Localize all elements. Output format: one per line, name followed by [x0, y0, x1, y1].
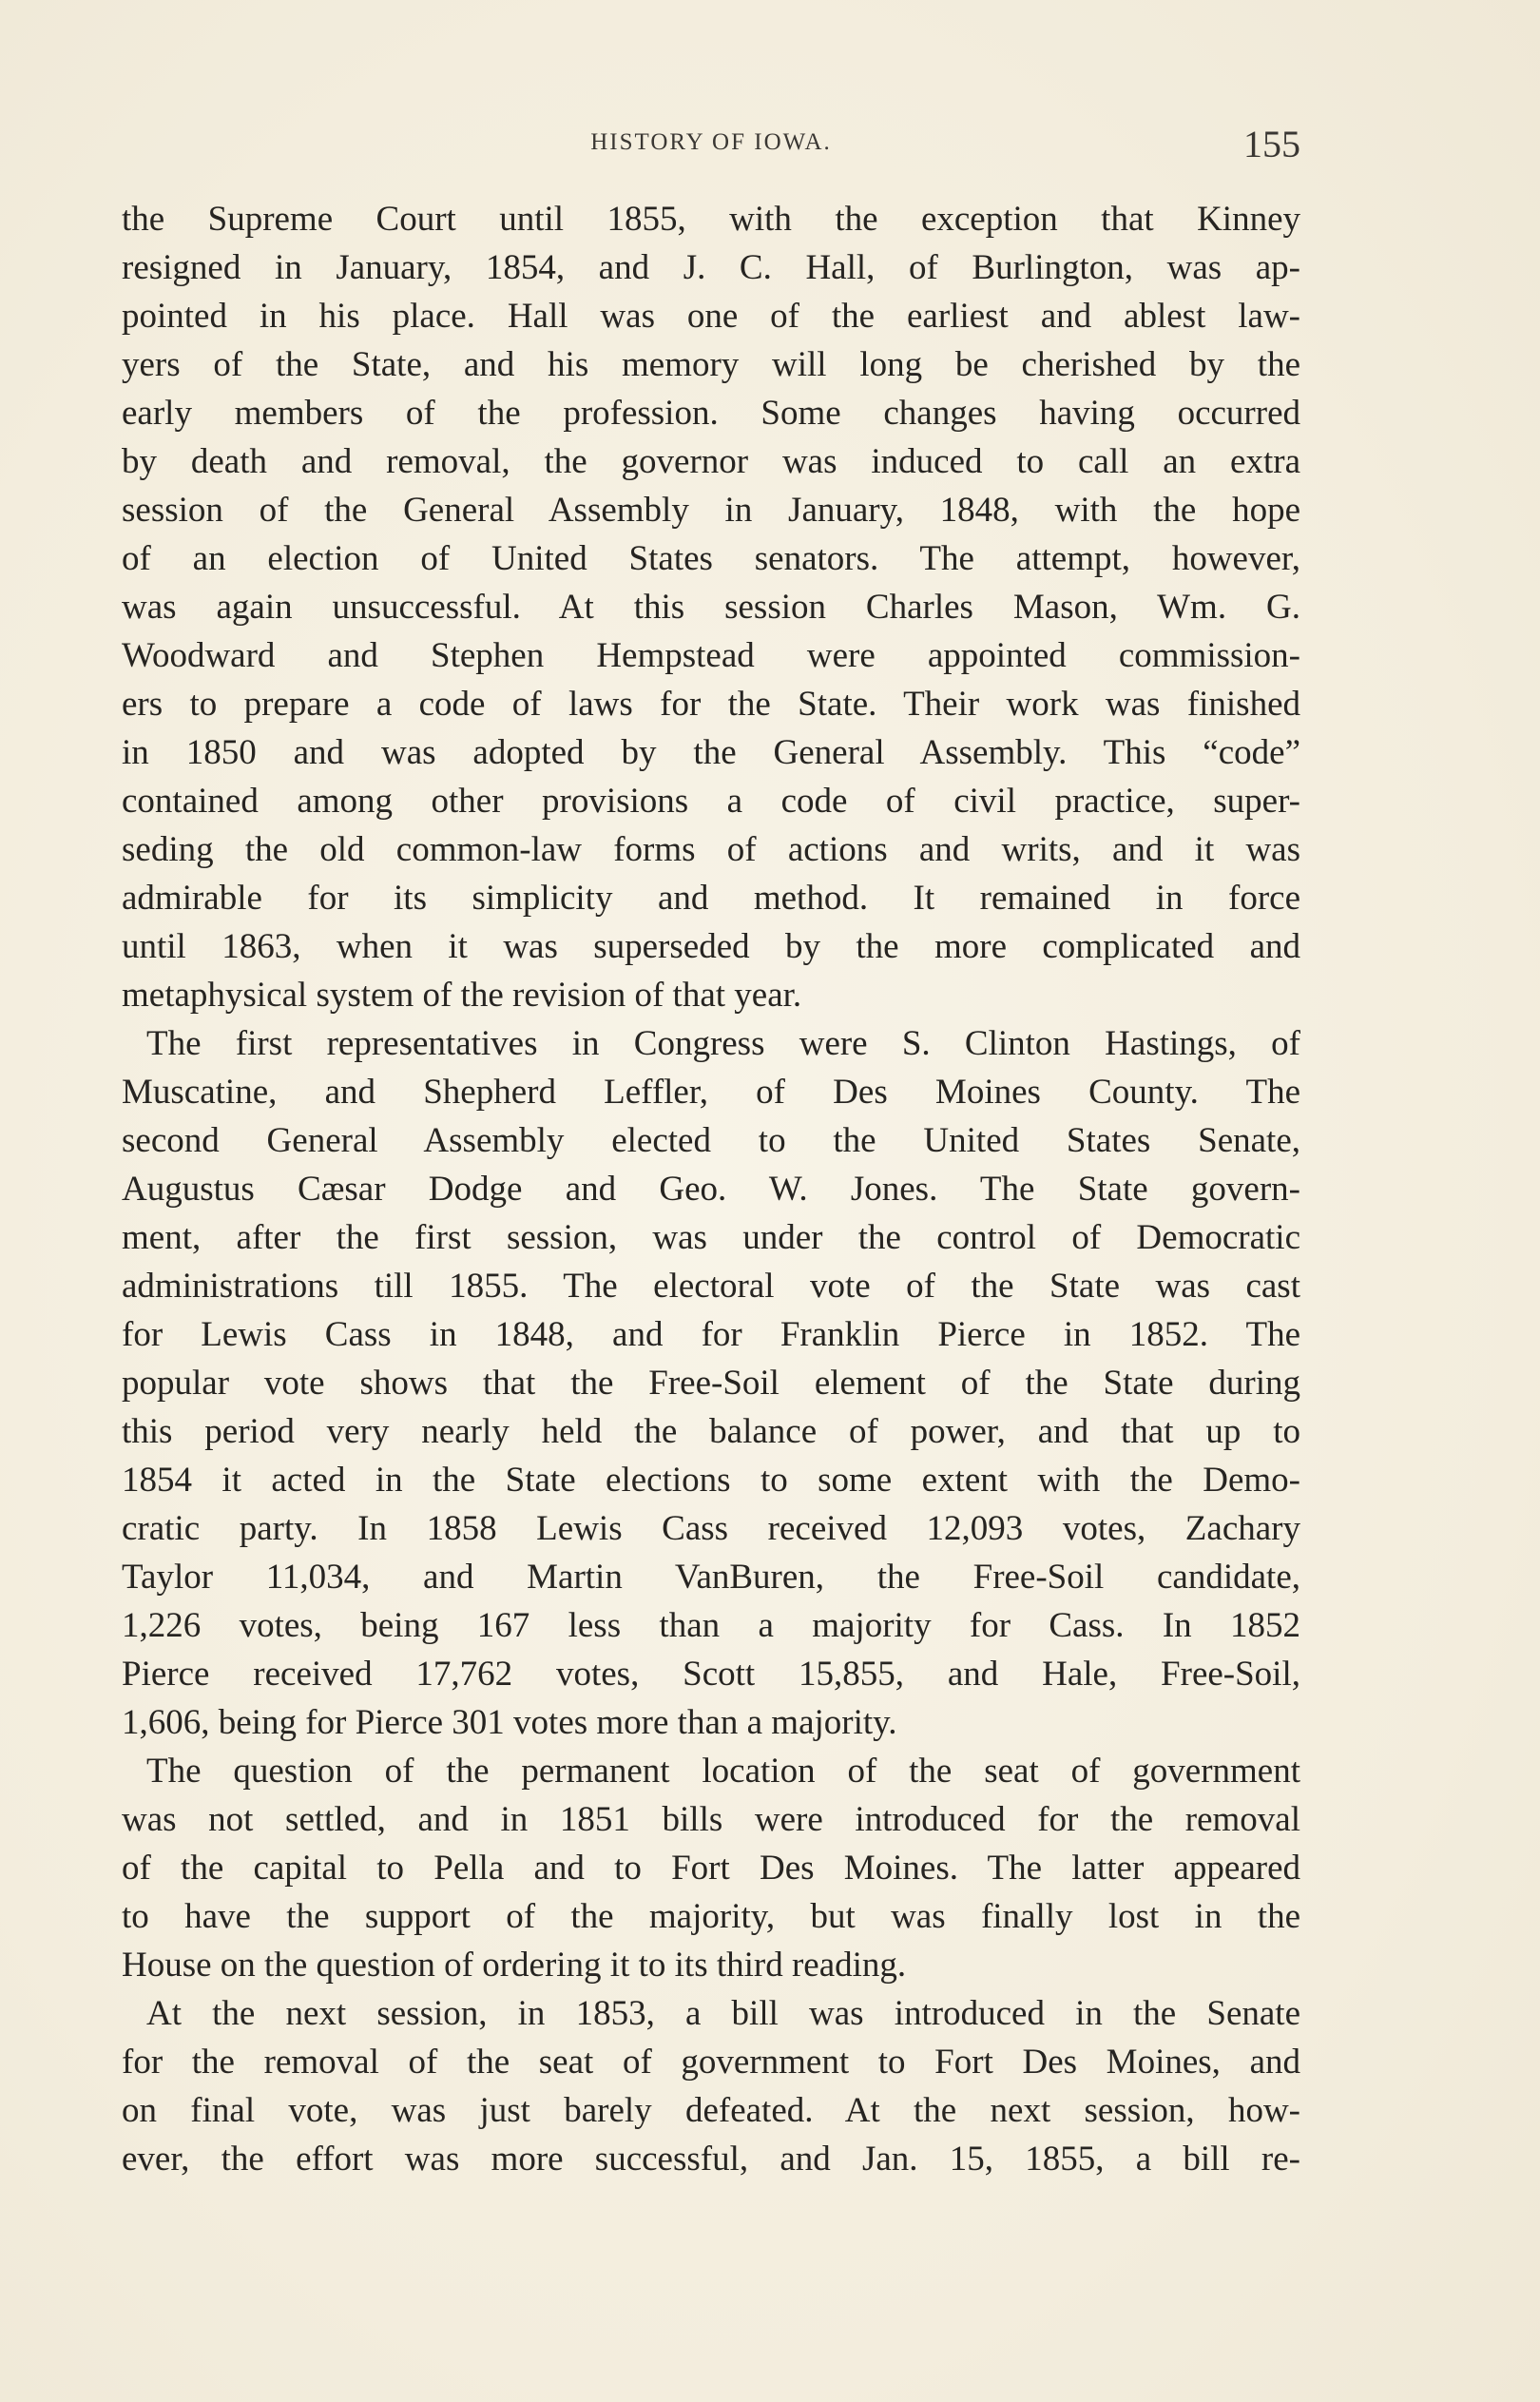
- text-line: 1,606, being for Pierce 301 votes more than a majority.: [122, 1703, 897, 1742]
- running-title: HISTORY OF IOWA.: [590, 129, 832, 155]
- text-line: The question of the permanent location of the seat of government: [146, 1752, 1300, 1791]
- text-line: for Lewis Cass in 1848, and for Franklin Pierce in 1852. The: [122, 1315, 1300, 1354]
- text-line: Augustus Cæsar Dodge and Geo. W. Jones. The State govern-: [122, 1170, 1300, 1209]
- text-line: the Supreme Court until 1855, with the exception that Kinney: [122, 200, 1300, 239]
- text-line: Pierce received 17,762 votes, Scott 15,855, and Hale, Free-Soil,: [122, 1655, 1300, 1694]
- text-line: administrations till 1855. The electoral vote of the State was cast: [122, 1267, 1300, 1306]
- text-line: session of the General Assembly in January, 1848, with the hope: [122, 491, 1300, 530]
- text-line: The first representatives in Congress were S. Clinton Hastings, of: [146, 1024, 1300, 1063]
- text-line: Taylor 11,034, and Martin VanBuren, the Free-Soil candidate,: [122, 1558, 1300, 1597]
- text-line: Woodward and Stephen Hempstead were appointed commission-: [122, 636, 1300, 675]
- text-line: for the removal of the seat of government to Fort Des Moines, and: [122, 2043, 1300, 2082]
- text-line: ers to prepare a code of laws for the State. Their work was finished: [122, 685, 1300, 724]
- text-line: seding the old common-law forms of actions and writs, and it was: [122, 830, 1300, 869]
- text-line: 1,226 votes, being 167 less than a majority for Cass. In 1852: [122, 1606, 1300, 1645]
- text-line: second General Assembly elected to the United States Senate,: [122, 1121, 1300, 1160]
- text-line: by death and removal, the governor was induced to call an extra: [122, 442, 1300, 481]
- text-line: was not settled, and in 1851 bills were introduced for the removal: [122, 1800, 1300, 1839]
- text-line: resigned in January, 1854, and J. C. Hall, of Burlington, was ap-: [122, 248, 1300, 287]
- text-line: At the next session, in 1853, a bill was introduced in the Senate: [146, 1994, 1300, 2033]
- text-line: House on the question of ordering it to its third reading.: [122, 1946, 907, 1985]
- text-line: to have the support of the majority, but was finally lost in the: [122, 1897, 1300, 1936]
- text-line: pointed in his place. Hall was one of the earliest and ablest law-: [122, 297, 1300, 336]
- text-line: this period very nearly held the balance of power, and that up to: [122, 1412, 1300, 1451]
- text-line: cratic party. In 1858 Lewis Cass received 12,093 votes, Zachary: [122, 1509, 1300, 1548]
- text-line: of the capital to Pella and to Fort Des Moines. The latter appeared: [122, 1849, 1300, 1888]
- text-line: yers of the State, and his memory will long be cherished by the: [122, 345, 1300, 384]
- text-line: metaphysical system of the revision of that year.: [122, 976, 802, 1015]
- text-line: in 1850 and was adopted by the General Assembly. This “code”: [122, 733, 1300, 772]
- text-line: until 1863, when it was superseded by the more complicated and: [122, 927, 1300, 966]
- text-line: ment, after the first session, was under the control of Democratic: [122, 1218, 1300, 1257]
- text-line: was again unsuccessful. At this session Charles Mason, Wm. G.: [122, 588, 1300, 627]
- page-number: 155: [1243, 123, 1300, 165]
- text-line: Muscatine, and Shepherd Leffler, of Des Moines County. The: [122, 1073, 1300, 1112]
- text-line: admirable for its simplicity and method. It remained in force: [122, 879, 1300, 918]
- text-line: 1854 it acted in the State elections to some extent with the Demo-: [122, 1461, 1300, 1500]
- text-line: early members of the profession. Some changes having occurred: [122, 394, 1300, 433]
- text-line: ever, the effort was more successful, and Jan. 15, 1855, a bill re-: [122, 2140, 1300, 2179]
- running-head: [122, 122, 1300, 169]
- text-line: on final vote, was just barely defeated. At the next session, how-: [122, 2091, 1300, 2130]
- text-line: contained among other provisions a code of civil practice, super-: [122, 782, 1300, 821]
- body-text: [122, 195, 1300, 2183]
- text-line: of an election of United States senators. The attempt, however,: [122, 539, 1300, 578]
- text-line: popular vote shows that the Free-Soil element of the State during: [122, 1364, 1300, 1403]
